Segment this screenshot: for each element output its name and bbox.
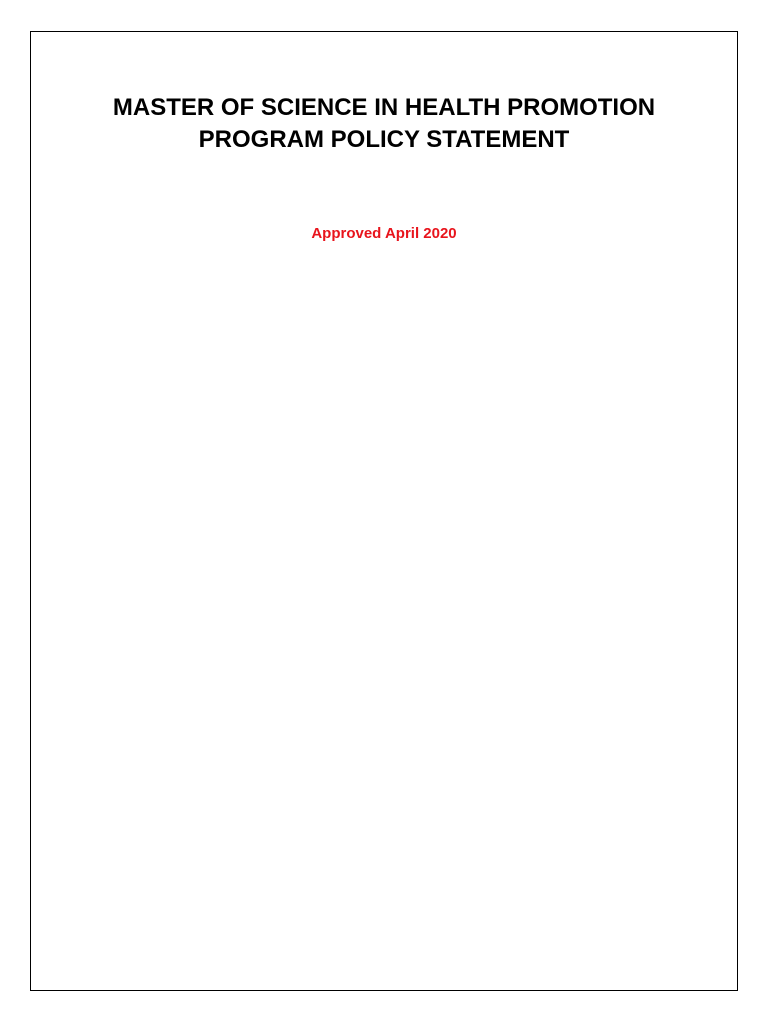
document-title-line-2: PROGRAM POLICY STATEMENT [198, 126, 570, 153]
document-page [30, 31, 738, 991]
approval-date-text: Approved April 2020 [311, 225, 457, 242]
document-title [31, 92, 737, 156]
document-title-line-1: MASTER OF SCIENCE IN HEALTH PROMOTION [112, 94, 656, 121]
